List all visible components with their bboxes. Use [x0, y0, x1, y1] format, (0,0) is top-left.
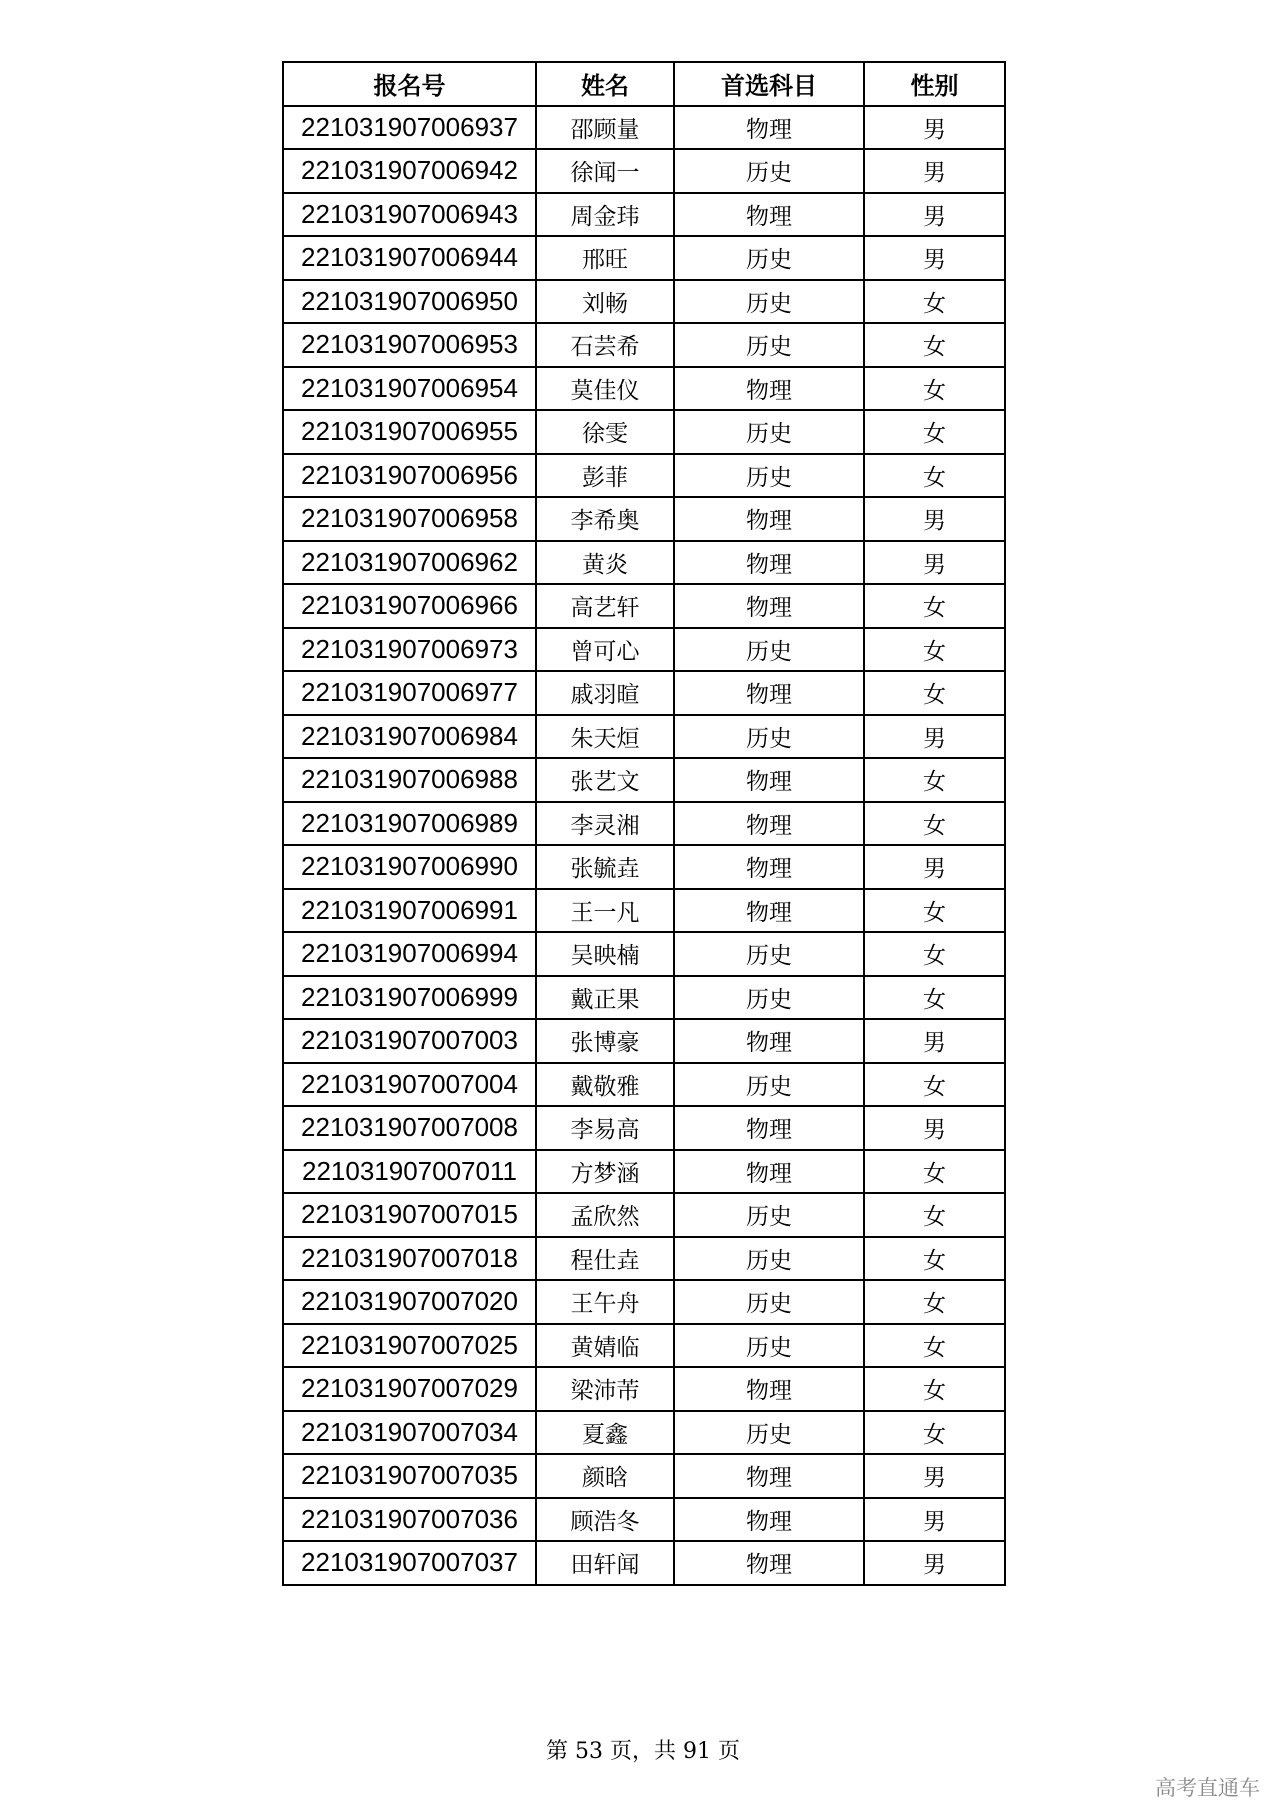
cell-gender: 女: [864, 802, 1005, 846]
cell-registration-number: 221031907006988: [283, 758, 536, 802]
table-row: [283, 889, 1005, 933]
cell-name: 石芸希: [536, 323, 674, 367]
table-row: [283, 236, 1005, 280]
cell-registration-number: 221031907006956: [283, 454, 536, 498]
cell-name: 顾浩冬: [536, 1498, 674, 1542]
cell-gender: 男: [864, 106, 1005, 150]
watermark-text: 高考直通车: [1155, 1776, 1260, 1800]
table-row: [283, 541, 1005, 585]
cell-registration-number: 221031907007036: [283, 1498, 536, 1542]
cell-registration-number: 221031907006954: [283, 367, 536, 411]
header-name: 姓名: [536, 62, 674, 106]
cell-registration-number: 221031907007037: [283, 1541, 536, 1585]
cell-subject: 物理: [674, 1498, 864, 1542]
cell-name: 朱天烜: [536, 715, 674, 759]
table-row: [283, 584, 1005, 628]
cell-gender: 女: [864, 1411, 1005, 1455]
cell-registration-number: 221031907007025: [283, 1324, 536, 1368]
cell-gender: 男: [864, 845, 1005, 889]
cell-registration-number: 221031907006999: [283, 976, 536, 1020]
cell-gender: 女: [864, 410, 1005, 454]
cell-gender: 女: [864, 889, 1005, 933]
cell-name: 徐闻一: [536, 149, 674, 193]
cell-registration-number: 221031907006944: [283, 236, 536, 280]
cell-subject: 物理: [674, 1150, 864, 1194]
cell-gender: 男: [864, 236, 1005, 280]
cell-registration-number: 221031907006943: [283, 193, 536, 237]
cell-name: 方梦涵: [536, 1150, 674, 1194]
table-row: [283, 1063, 1005, 1107]
cell-subject: 历史: [674, 1193, 864, 1237]
cell-gender: 男: [864, 1019, 1005, 1063]
table-row: [283, 1150, 1005, 1194]
cell-registration-number: 221031907006977: [283, 671, 536, 715]
cell-name: 莫佳仪: [536, 367, 674, 411]
cell-subject: 历史: [674, 628, 864, 672]
cell-name: 王午舟: [536, 1280, 674, 1324]
cell-subject: 物理: [674, 758, 864, 802]
cell-name: 曾可心: [536, 628, 674, 672]
cell-registration-number: 221031907006962: [283, 541, 536, 585]
cell-subject: 历史: [674, 1411, 864, 1455]
cell-gender: 女: [864, 1193, 1005, 1237]
cell-registration-number: 221031907007008: [283, 1106, 536, 1150]
cell-name: 梁沛芾: [536, 1367, 674, 1411]
table-row: [283, 1019, 1005, 1063]
cell-registration-number: 221031907006994: [283, 932, 536, 976]
cell-name: 张博豪: [536, 1019, 674, 1063]
table-row: [283, 323, 1005, 367]
cell-subject: 物理: [674, 889, 864, 933]
cell-subject: 物理: [674, 1106, 864, 1150]
table-row: [283, 367, 1005, 411]
cell-subject: 物理: [674, 193, 864, 237]
cell-name: 李易高: [536, 1106, 674, 1150]
cell-name: 张艺文: [536, 758, 674, 802]
cell-gender: 女: [864, 1063, 1005, 1107]
cell-subject: 历史: [674, 1280, 864, 1324]
cell-name: 孟欣然: [536, 1193, 674, 1237]
cell-name: 戴正果: [536, 976, 674, 1020]
table-row: [283, 758, 1005, 802]
cell-gender: 男: [864, 1106, 1005, 1150]
cell-registration-number: 221031907006950: [283, 280, 536, 324]
cell-name: 邢旺: [536, 236, 674, 280]
cell-registration-number: 221031907006942: [283, 149, 536, 193]
cell-registration-number: 221031907007011: [283, 1150, 536, 1194]
cell-name: 高艺轩: [536, 584, 674, 628]
cell-gender: 女: [864, 976, 1005, 1020]
cell-subject: 历史: [674, 280, 864, 324]
table-row: [283, 932, 1005, 976]
cell-gender: 女: [864, 367, 1005, 411]
table-body: [283, 106, 1005, 1585]
table-row: [283, 1237, 1005, 1281]
cell-subject: 物理: [674, 1541, 864, 1585]
cell-name: 夏鑫: [536, 1411, 674, 1455]
cell-gender: 男: [864, 1541, 1005, 1585]
cell-registration-number: 221031907006989: [283, 802, 536, 846]
cell-gender: 女: [864, 280, 1005, 324]
cell-registration-number: 221031907007035: [283, 1454, 536, 1498]
cell-subject: 物理: [674, 584, 864, 628]
cell-subject: 历史: [674, 1237, 864, 1281]
cell-gender: 女: [864, 671, 1005, 715]
cell-subject: 物理: [674, 541, 864, 585]
cell-gender: 女: [864, 323, 1005, 367]
table-row: [283, 845, 1005, 889]
cell-subject: 物理: [674, 1367, 864, 1411]
cell-name: 戚羽暄: [536, 671, 674, 715]
cell-name: 张毓垚: [536, 845, 674, 889]
cell-subject: 物理: [674, 497, 864, 541]
student-roster-table: [282, 61, 1006, 1586]
cell-registration-number: 221031907007020: [283, 1280, 536, 1324]
table-row: [283, 671, 1005, 715]
cell-subject: 物理: [674, 845, 864, 889]
cell-gender: 女: [864, 1237, 1005, 1281]
cell-subject: 物理: [674, 802, 864, 846]
cell-registration-number: 221031907007003: [283, 1019, 536, 1063]
cell-subject: 历史: [674, 976, 864, 1020]
cell-gender: 男: [864, 1454, 1005, 1498]
cell-registration-number: 221031907006990: [283, 845, 536, 889]
cell-gender: 女: [864, 628, 1005, 672]
table-row: [283, 1106, 1005, 1150]
cell-gender: 女: [864, 584, 1005, 628]
cell-gender: 男: [864, 541, 1005, 585]
cell-registration-number: 221031907006984: [283, 715, 536, 759]
cell-registration-number: 221031907007015: [283, 1193, 536, 1237]
cell-name: 李灵湘: [536, 802, 674, 846]
cell-subject: 历史: [674, 715, 864, 759]
cell-name: 彭菲: [536, 454, 674, 498]
cell-registration-number: 221031907006973: [283, 628, 536, 672]
cell-registration-number: 221031907006953: [283, 323, 536, 367]
table-row: [283, 802, 1005, 846]
cell-name: 戴敬雅: [536, 1063, 674, 1107]
cell-subject: 历史: [674, 1324, 864, 1368]
table-row: [283, 715, 1005, 759]
cell-gender: 女: [864, 1150, 1005, 1194]
cell-registration-number: 221031907006966: [283, 584, 536, 628]
header-first-choice-subject: 首选科目: [674, 62, 864, 106]
cell-subject: 历史: [674, 149, 864, 193]
table-row: [283, 193, 1005, 237]
cell-subject: 历史: [674, 1063, 864, 1107]
cell-gender: 男: [864, 193, 1005, 237]
cell-registration-number: 221031907007018: [283, 1237, 536, 1281]
table-row: [283, 1411, 1005, 1455]
cell-name: 周金玮: [536, 193, 674, 237]
cell-registration-number: 221031907006937: [283, 106, 536, 150]
cell-registration-number: 221031907006955: [283, 410, 536, 454]
cell-registration-number: 221031907007034: [283, 1411, 536, 1455]
cell-registration-number: 221031907007029: [283, 1367, 536, 1411]
cell-subject: 物理: [674, 1019, 864, 1063]
table-row: [283, 106, 1005, 150]
cell-gender: 女: [864, 454, 1005, 498]
cell-gender: 男: [864, 1498, 1005, 1542]
cell-subject: 物理: [674, 106, 864, 150]
table-header-row: [283, 62, 1005, 106]
table-row: [283, 976, 1005, 1020]
cell-name: 吴映楠: [536, 932, 674, 976]
cell-name: 邵顾量: [536, 106, 674, 150]
cell-gender: 女: [864, 932, 1005, 976]
table-row: [283, 1454, 1005, 1498]
cell-name: 程仕垚: [536, 1237, 674, 1281]
cell-subject: 物理: [674, 671, 864, 715]
cell-name: 颜晗: [536, 1454, 674, 1498]
cell-name: 王一凡: [536, 889, 674, 933]
table-row: [283, 149, 1005, 193]
table-row: [283, 1280, 1005, 1324]
page-number-footer: 第 53 页，共 91 页: [546, 1739, 740, 1764]
cell-gender: 女: [864, 1367, 1005, 1411]
table-row: [283, 1367, 1005, 1411]
header-registration-number: 报名号: [283, 62, 536, 106]
table-row: [283, 280, 1005, 324]
cell-subject: 历史: [674, 410, 864, 454]
cell-gender: 男: [864, 149, 1005, 193]
table-row: [283, 454, 1005, 498]
cell-name: 徐雯: [536, 410, 674, 454]
cell-name: 黄炎: [536, 541, 674, 585]
cell-subject: 历史: [674, 454, 864, 498]
cell-subject: 历史: [674, 932, 864, 976]
cell-subject: 物理: [674, 367, 864, 411]
cell-gender: 男: [864, 715, 1005, 759]
cell-gender: 男: [864, 497, 1005, 541]
table-row: [283, 410, 1005, 454]
cell-subject: 历史: [674, 323, 864, 367]
table-row: [283, 1324, 1005, 1368]
table-row: [283, 1498, 1005, 1542]
cell-name: 黄婧临: [536, 1324, 674, 1368]
cell-subject: 历史: [674, 236, 864, 280]
cell-name: 李希奥: [536, 497, 674, 541]
cell-name: 刘畅: [536, 280, 674, 324]
table-row: [283, 1541, 1005, 1585]
cell-gender: 女: [864, 1324, 1005, 1368]
header-gender: 性别: [864, 62, 1005, 106]
cell-registration-number: 221031907006958: [283, 497, 536, 541]
cell-registration-number: 221031907006991: [283, 889, 536, 933]
table-row: [283, 1193, 1005, 1237]
cell-registration-number: 221031907007004: [283, 1063, 536, 1107]
cell-gender: 女: [864, 758, 1005, 802]
table-row: [283, 497, 1005, 541]
cell-name: 田轩闻: [536, 1541, 674, 1585]
table-row: [283, 628, 1005, 672]
cell-gender: 女: [864, 1280, 1005, 1324]
cell-subject: 物理: [674, 1454, 864, 1498]
